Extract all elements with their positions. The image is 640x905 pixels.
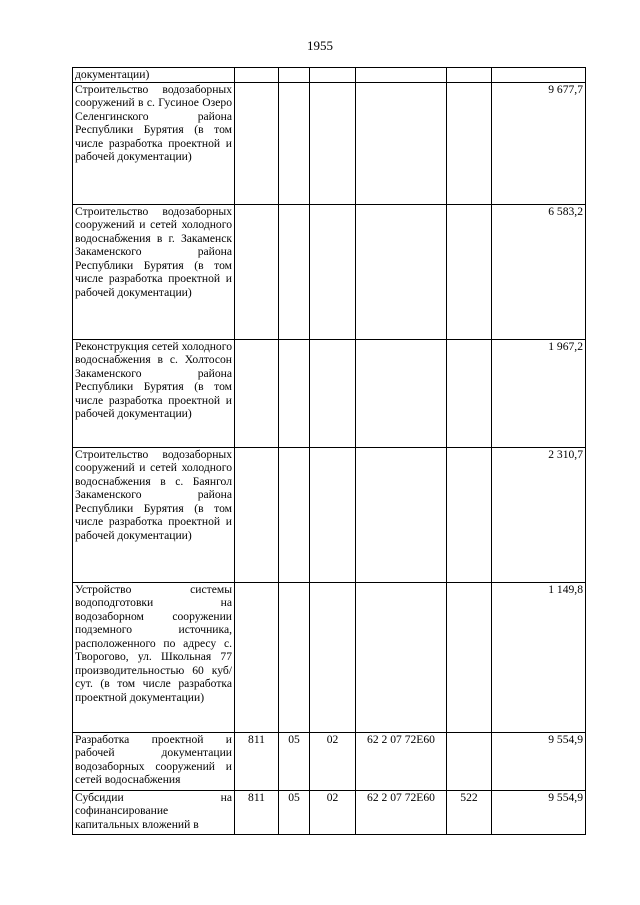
expense-type-code <box>447 82 492 204</box>
amount: 1 967,2 <box>492 339 586 447</box>
amount: 9 677,7 <box>492 82 586 204</box>
subsection-code <box>310 447 356 582</box>
subsection-code <box>310 204 356 339</box>
expense-type-code <box>447 204 492 339</box>
subsection-code <box>310 68 356 83</box>
table-row <box>73 204 586 339</box>
expense-type-code <box>447 447 492 582</box>
row-name: Устройство системы водоподготовки на водозаборном сооружении подземного источника, расположенного по адресу с. Творогово, ул. Школьная 77 производительностью 60 куб/сут. (в том числе разработка проектной документации) <box>73 582 235 732</box>
article-code <box>356 582 447 732</box>
subsection-code <box>310 339 356 447</box>
row-name: Строительство водозаборных сооружений и сетей холодного водоснабжения в г. Закаменск Закаменского района Республики Бурятия (в том числе разработка проектной и рабочей документации) <box>73 204 235 339</box>
article-code <box>356 204 447 339</box>
section-code <box>279 204 310 339</box>
expense-type-code <box>447 732 492 790</box>
expense-type-code <box>447 68 492 83</box>
expense-type-code <box>447 339 492 447</box>
row-name: Разработка проектной и рабочей документации водозаборных сооружений и сетей водоснабжения <box>73 732 235 790</box>
section-code <box>279 68 310 83</box>
table-row <box>73 339 586 447</box>
row-name: Строительство водозаборных сооружений в с. Гусиное Озеро Селенгинского района Республики Бурятия (в том числе разработка проектной и рабочей документации) <box>73 82 235 204</box>
row-name: Субсидии на софинансирование капитальных вложений в <box>73 790 235 834</box>
expense-type-code: 522 <box>447 790 492 834</box>
subsection-code <box>310 82 356 204</box>
ministry-code: 811 <box>235 732 279 790</box>
amount: 9 554,9 <box>492 732 586 790</box>
table-row <box>73 447 586 582</box>
ministry-code <box>235 68 279 83</box>
ministry-code <box>235 204 279 339</box>
amount: 9 554,9 <box>492 790 586 834</box>
section-code <box>279 339 310 447</box>
amount: 1 149,8 <box>492 582 586 732</box>
section-code: 05 <box>279 790 310 834</box>
amount: 2 310,7 <box>492 447 586 582</box>
section-code <box>279 82 310 204</box>
ministry-code <box>235 339 279 447</box>
article-code <box>356 68 447 83</box>
article-code <box>356 447 447 582</box>
ministry-code <box>235 447 279 582</box>
amount: 6 583,2 <box>492 204 586 339</box>
subsection-code <box>310 582 356 732</box>
article-code: 62 2 07 72E60 <box>356 790 447 834</box>
article-code <box>356 82 447 204</box>
subsection-code: 02 <box>310 790 356 834</box>
page-number: 1955 <box>307 38 333 53</box>
expense-type-code <box>447 582 492 732</box>
section-code: 05 <box>279 732 310 790</box>
ministry-code <box>235 582 279 732</box>
budget-table <box>72 67 586 835</box>
subsection-code: 02 <box>310 732 356 790</box>
section-code <box>279 447 310 582</box>
table-row <box>73 732 586 790</box>
row-name: Строительство водозаборных сооружений и сетей холодного водоснабжения в с. Баянгол Закаменского района Республики Бурятия (в том числе разработка проектной и рабочей документации) <box>73 447 235 582</box>
section-code <box>279 582 310 732</box>
ministry-code: 811 <box>235 790 279 834</box>
article-code <box>356 339 447 447</box>
amount <box>492 68 586 83</box>
table-row <box>73 790 586 834</box>
table-row <box>73 82 586 204</box>
row-name: Реконструкция сетей холодного водоснабжения в с. Холтосон Закаменского района Республики Бурятия (в том числе разработка проектной и рабочей документации) <box>73 339 235 447</box>
article-code: 62 2 07 72E60 <box>356 732 447 790</box>
row-name: документации) <box>73 68 235 83</box>
ministry-code <box>235 82 279 204</box>
table-row <box>73 68 586 83</box>
table-row <box>73 582 586 732</box>
